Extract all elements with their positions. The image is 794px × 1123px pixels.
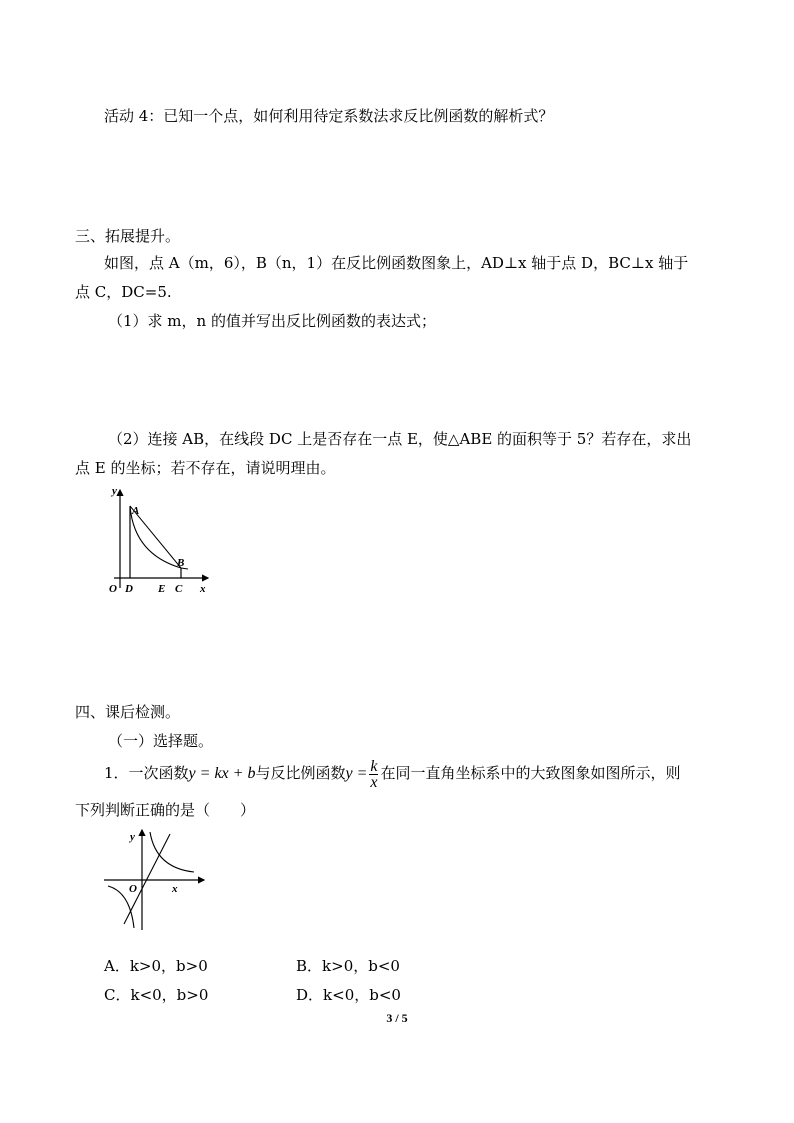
figure1-label-e: E [158,583,166,595]
linear-function-formula: y = kx + b [188,765,256,782]
figure-inverse-function-triangle [104,484,214,596]
fraction-numerator: k [370,757,378,775]
option-b-letter: B． [296,957,323,975]
option-c-letter: C． [104,986,131,1004]
question-1-prefix: 1．一次函数 [104,764,189,782]
figure2-label-y: y [130,831,135,843]
option-a[interactable] [104,956,208,976]
figure2-label-o: O [129,883,137,895]
inverse-function-lhs: y = [345,765,368,782]
figure1-label-x: x [200,583,206,595]
option-d-text: k<0，b<0 [323,986,401,1004]
page-number: 3 / 5 [386,1011,408,1025]
section-4-subheading: （一）选择题。 [108,732,214,750]
figure1-label-y: y [112,485,117,497]
section-3-problem-line-1: 如图，点 A（m，6），B（n，1）在反比例函数图象上，AD⊥x 轴于点 D，BC⊥x 轴于 [104,254,689,272]
section-3-problem-line-2: 点 C，DC=5. [75,283,172,301]
question-1-line-1 [104,758,681,790]
figure-linear-and-inverse-graph [102,828,210,934]
section-3-question-2-line-2: 点 E 的坐标；若不存在，请说明理由。 [75,459,336,477]
option-d[interactable] [296,985,401,1005]
option-a-letter: A． [104,957,130,975]
option-b-text: k>0，b<0 [322,957,400,975]
fraction-denominator: x [370,773,378,791]
option-c-text: k<0，b>0 [130,986,209,1004]
option-d-letter: D． [296,986,324,1004]
figure1-label-d: D [125,583,133,595]
question-1-line-2: 下列判断正确的是（ ） [75,801,256,819]
figure2-hyperbola-branch-1 [150,832,194,872]
inverse-function-fraction [369,759,378,790]
activity-4-question: 活动 4：已知一个点，如何利用待定系数法求反比例函数的解析式？ [104,107,554,125]
option-b[interactable] [296,956,400,976]
question-1-middle: 与反比例函数 [255,764,346,782]
option-c[interactable] [104,985,208,1005]
figure1-label-b: B [177,557,185,569]
figure1-label-c: C [175,583,183,595]
section-3-question-2-line-1: （2）连接 AB，在线段 DC 上是否存在一点 E，使△ABE 的面积等于 5？若存在，求出 [108,430,692,448]
section-4-heading: 四、课后检测。 [75,703,181,721]
figure1-label-a: A [132,505,140,517]
section-3-heading: 三、拓展提升。 [75,227,181,245]
option-a-text: k>0，b>0 [129,957,208,975]
figure2-label-x: x [172,883,178,895]
question-1-suffix: 在同一直角坐标系中的大致图象如图所示，则 [380,764,681,782]
figure1-label-o: O [109,583,117,595]
section-3-question-1: （1）求 m，n 的值并写出反比例函数的表达式； [108,312,436,330]
